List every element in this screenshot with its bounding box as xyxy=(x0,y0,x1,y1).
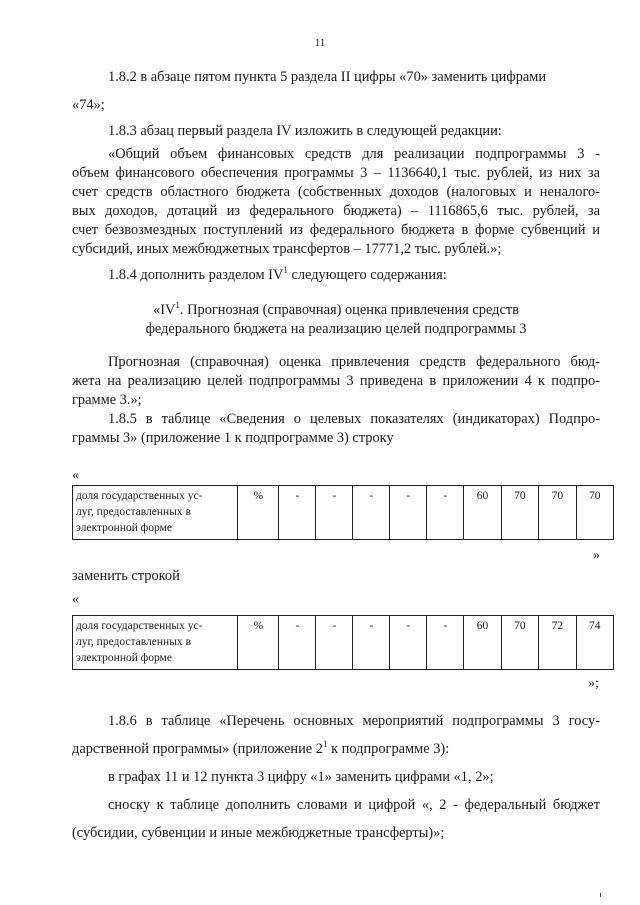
page-number: 11 xyxy=(314,37,326,49)
quote-line: вых доходов, дотаций из федерального бюджета) – 1116865,6 тыс. рублей, за xyxy=(72,203,600,219)
paragraph-footnote-continued: (субсидии, субвенции и иные межбюджетные трансферты)»; xyxy=(72,825,445,841)
superscript: 1 xyxy=(175,300,180,311)
heading-numeral: «IV xyxy=(153,302,176,318)
paragraph-1-8-6 xyxy=(72,712,600,731)
paragraph-1-8-4-text: 1.8.4 дополнить разделом IV xyxy=(108,267,284,283)
forecast-line: Прогнозная (справочная) оценка привлечения средств федерального бюд- xyxy=(108,354,600,370)
quoted-amendment-text xyxy=(72,145,600,259)
indicator-label-line: доля государственных ус- xyxy=(76,620,203,632)
table-row xyxy=(73,486,614,540)
quote-line: счет безвозмездных поступлений из федерального бюджета в форме субвенций и xyxy=(72,222,600,238)
table-cell: 70 xyxy=(501,616,538,670)
paragraph-footnote-line: сноску к таблице дополнить словами и цифрой «, 2 - федеральный бюджет xyxy=(108,797,600,813)
section-heading xyxy=(72,301,600,339)
paragraph-1-8-5 xyxy=(72,410,600,448)
paragraph-1-8-5-line: 1.8.5 в таблице «Сведения о целевых показателях (индикаторах) Подпро- xyxy=(108,411,600,427)
paragraph-1-8-5-line: граммы 3» (приложение 1 к подпрограмме 3) строку xyxy=(72,430,394,446)
table-cell: % xyxy=(238,616,279,670)
indicator-table-new-row xyxy=(72,615,614,670)
paragraph-1-8-6-text-end: к подпрограмме 3): xyxy=(327,741,450,757)
indicator-label-line: луг, предоставленных в xyxy=(76,636,191,648)
paragraph-1-8-6-line: 1.8.6 в таблице «Перечень основных мероприятий подпрограммы 3 госу- xyxy=(108,713,600,729)
scan-mark xyxy=(600,893,601,897)
forecast-paragraph xyxy=(72,353,600,410)
table-cell: 72 xyxy=(539,616,576,670)
section-heading-line1 xyxy=(72,301,600,320)
opening-quote: « xyxy=(72,468,79,483)
paragraph-1-8-4 xyxy=(108,266,447,285)
forecast-line: жета на реализацию целей подпрограммы 3 приведена в приложении 4 к подпро- xyxy=(72,373,600,389)
forecast-line: грамме 3.»; xyxy=(72,392,142,408)
table-cell: 70 xyxy=(501,486,538,540)
closing-quote: » xyxy=(593,548,600,563)
table-cell: - xyxy=(279,616,316,670)
heading-text: . Прогнозная (справочная) оценка привлечения средств xyxy=(179,302,519,318)
paragraph-1-8-6-continued xyxy=(72,740,449,759)
table-cell: - xyxy=(427,616,464,670)
table-cell: - xyxy=(316,486,353,540)
quote-line: субсидий, иных межбюджетных трансфертов – 17771,2 тыс. рублей.»; xyxy=(72,241,502,257)
table-cell: 60 xyxy=(464,616,501,670)
table-cell: - xyxy=(279,486,316,540)
quote-line: счет средств областного бюджета (собственных доходов (налоговых и неналого- xyxy=(72,184,600,200)
opening-quote: « xyxy=(72,592,79,607)
table-cell: - xyxy=(390,616,427,670)
table-cell: - xyxy=(316,616,353,670)
paragraph-1-8-2-continued: «74»; xyxy=(72,97,105,113)
table-cell: - xyxy=(427,486,464,540)
table-cell: 70 xyxy=(539,486,576,540)
paragraph-1-8-4-text-end: следующего содержания: xyxy=(287,267,447,283)
indicator-label-line: электронной форме xyxy=(76,522,172,534)
section-heading-line2: федерального бюджета на реализацию целей подпрограммы 3 xyxy=(145,321,527,337)
paragraph-graphs-11-12: в графах 11 и 12 пункта 3 цифру «1» заменить цифрами «1, 2»; xyxy=(108,769,494,785)
table-cell: 60 xyxy=(464,486,501,540)
indicator-label-line: электронной форме xyxy=(76,652,172,664)
quote-line: объем финансового обеспечения программы 3 – 1136640,1 тыс. рублей, из них за xyxy=(72,165,600,181)
indicator-label-line: луг, предоставленных в xyxy=(76,506,191,518)
paragraph-1-8-2: 1.8.2 в абзаце пятом пункта 5 раздела II цифры «70» заменить цифрами xyxy=(108,69,547,85)
closing-quote: »; xyxy=(588,676,599,691)
table-cell: - xyxy=(353,486,390,540)
indicator-label-cell xyxy=(73,486,238,540)
table-cell: - xyxy=(390,486,427,540)
paragraph-1-8-3: 1.8.3 абзац первый раздела IV изложить в следующей редакции: xyxy=(108,123,502,139)
superscript: 1 xyxy=(283,265,288,276)
indicator-label-cell xyxy=(73,616,238,670)
replace-instruction: заменить строкой xyxy=(72,568,180,584)
paragraph-footnote xyxy=(72,796,600,815)
table-cell: % xyxy=(238,486,279,540)
indicator-table-old-row xyxy=(72,485,614,540)
table-cell: 70 xyxy=(576,486,613,540)
paragraph-1-8-6-text: дарственной программы» (приложение 2 xyxy=(72,741,323,757)
table-cell: 74 xyxy=(576,616,613,670)
table-row xyxy=(73,616,614,670)
superscript: 1 xyxy=(322,739,328,750)
table-cell: - xyxy=(353,616,390,670)
quote-line: «Общий объем финансовых средств для реализации подпрограммы 3 - xyxy=(108,146,600,162)
indicator-label-line: доля государственных ус- xyxy=(76,490,203,502)
